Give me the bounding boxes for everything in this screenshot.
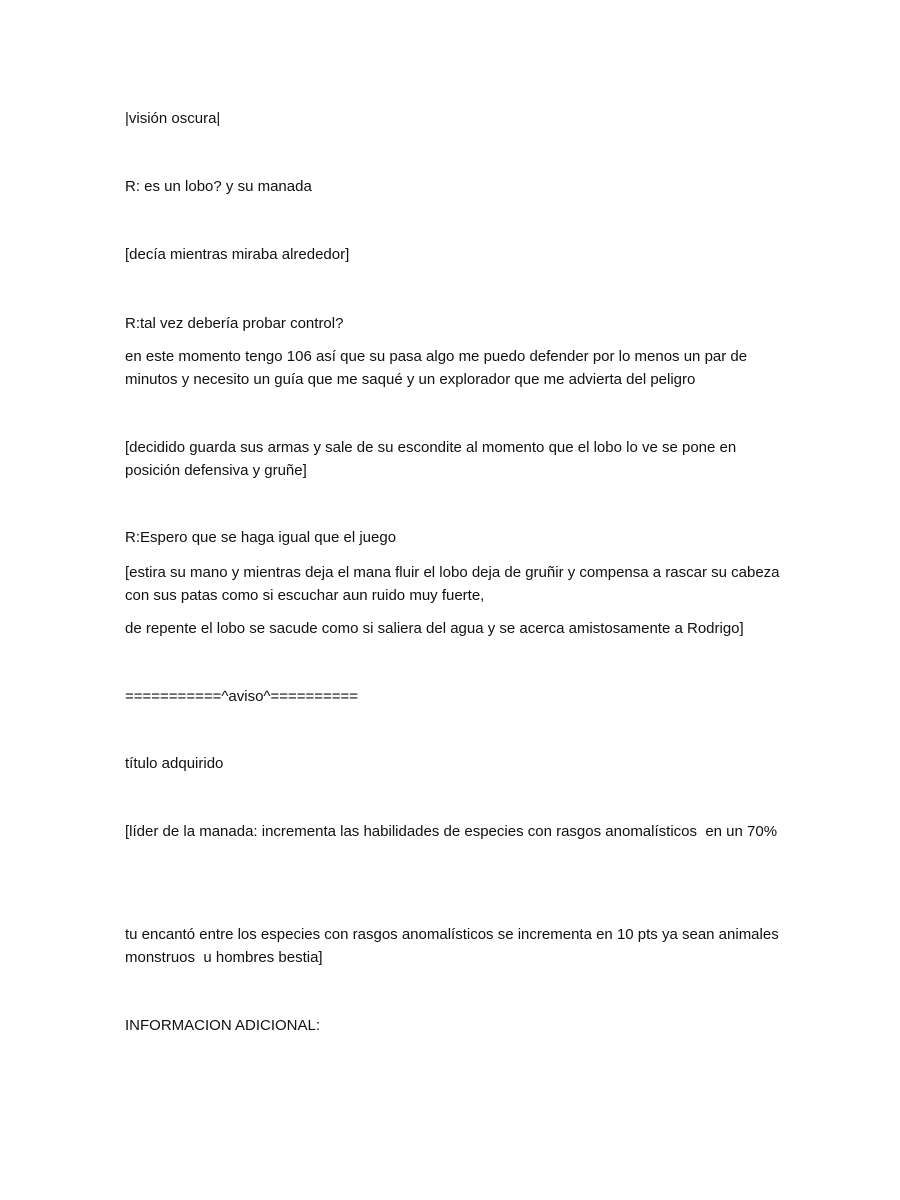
paragraph-vision-oscura: |visión oscura| [125, 110, 221, 127]
paragraph-dialogue-control: R:tal vez debería probar control? [125, 315, 344, 332]
paragraph-encanto: tu encantó entre los especies con rasgos anomalísticos se incrementa en 10 pts ya sean animales monstruos u hombres bestia] [125, 926, 783, 966]
paragraph-informacion-adicional: INFORMACION ADICIONAL: [125, 1017, 321, 1034]
paragraph-aviso-banner: ===========^aviso^========== [125, 688, 359, 705]
paragraph-dialogue-lobo: R: es un lobo? y su manada [125, 178, 312, 195]
paragraph-narration-sacude: de repente el lobo se sacude como si saliera del agua y se acerca amistosamente a Rodrigo] [125, 620, 744, 637]
paragraph-thoughts: en este momento tengo 106 así que su pasa algo me puedo defender por lo menos un par de minutos y necesito un guía que me saqué y un explorador que me advierta del peligro [125, 348, 752, 388]
paragraph-lider-manada: [líder de la manada: incrementa las habilidades de especies con rasgos anomalísticos en un 70% [125, 823, 778, 840]
paragraph-narration-mirando: [decía mientras miraba alrededor] [125, 246, 350, 263]
paragraph-narration-decidido: [decidido guarda sus armas y sale de su escondite al momento que el lobo lo ve se pone en posición defensiva y gruñe] [125, 439, 741, 479]
paragraph-titulo-adquirido: título adquirido [125, 755, 224, 772]
paragraph-dialogue-juego: R:Espero que se haga igual que el juego [125, 529, 397, 546]
paragraph-narration-estira: [estira su mano y mientras deja el mana fluir el lobo deja de gruñir y compensa a rascar su cabeza con sus patas como si escuchar aun ruido muy fuerte, [125, 564, 784, 604]
